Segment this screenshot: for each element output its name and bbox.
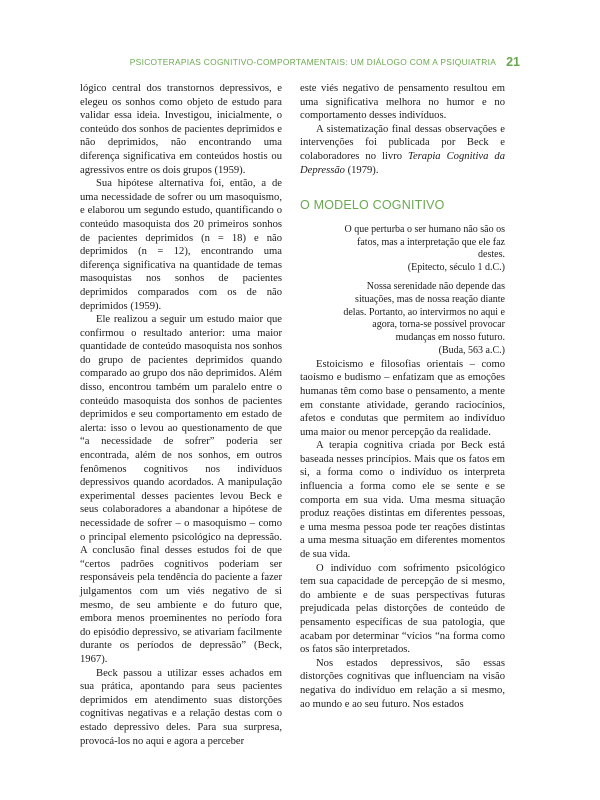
paragraph: Sua hipótese alternativa foi, então, a de uma necessidade de sofrer ou um masoquismo, e elaborou um segundo estudo, quantificando o conteúdo masoquista dos 20 primeiros sonhos de pacientes deprimidos (n = 18) e não deprimidos (n = 12), encontrando uma diferença significativa na quantidade de temas masoquistas nos sonhos de pacientes deprimidos comparados com os de não deprimidos (1959).	[80, 178, 282, 312]
page-number: 21	[506, 55, 520, 69]
paragraph: O indivíduo com sofrimento psicológico tem sua capacidade de percepção de si mesmo, do ambiente e de suas perspectivas futuras prejudicada pelas distorções de conteúdo de pensamento específicas de sua patologia, que acabam por determinar “vícios “na forma como os fatos são interpretados.	[300, 562, 505, 656]
epigraph-source: (Buda, 563 a.C.)	[438, 344, 505, 356]
epigraph-quote: O que perturba o ser humano não são os fatos, mas a interpretação que ele faz destes.	[344, 223, 505, 261]
paragraph: lógico central dos transtornos depressivos, e elegeu os sonhos como objeto de estudo para validar essa ideia. Investigou, inicialmente, o conteúdo dos sonhos de pacientes deprimidos e não deprimidos, não encontrando uma diferença significativa em conteúdos hostis ou agressivos entre os dois grupos (1959).	[80, 83, 282, 176]
running-title: PSICOTERAPIAS COGNITIVO-COMPORTAMENTAIS: UM DIÁLOGO COM A PSIQUIATRIA	[129, 57, 497, 67]
paragraph: Beck passou a utilizar esses achados em sua prática, apontando para seus pacientes deprimidos em atendimento suas distorções cognitivas negativas e a relação destas com o estado depressivo deles. Para sua surpresa, provocá-los no aqui e agora a perceber	[80, 667, 282, 747]
paragraph-text: (1979).	[344, 164, 379, 176]
paragraph-text: A sistematização final dessas observações e intervenções foi publicada por Beck e colaboradores no livro	[300, 123, 505, 162]
section-heading: O MODELO COGNITIVO	[300, 198, 445, 213]
left-column	[80, 82, 282, 748]
paragraph	[300, 123, 505, 177]
running-header	[100, 54, 520, 70]
paragraph: Estoicismo e filosofias orientais – como taoísmo e budismo – enfatizam que as emoções humanas têm como base o pensamento, a mente em constante atividade, gerando raciocínios, afetos e condutas que permitem ao indivíduo uma maior ou menor percepção da realidade.	[300, 358, 505, 438]
book-title: Terapia Cognitiva da Depressão	[300, 150, 505, 176]
epigraph-source: (Epitecto, século 1 d.C.)	[407, 262, 505, 274]
paragraph: A terapia cognitiva criada por Beck está baseada nesses princípios. Mais que os fatos em si, a forma como o indivíduo os interpreta influencia a forma como ele se sente e se comporta em sua vida. Uma mesma situação produz reações distintas em diferentes pessoas, e uma mesma pessoa pode ter reações distintas a uma mesma situação em diferentes momentos de sua vida.	[300, 440, 505, 561]
epigraph	[342, 224, 505, 358]
paragraph: Nos estados depressivos, são essas distorções cognitivas que influenciam na visão negativa do indivíduo em relação a si mesmo, ao mundo e ao seu futuro. Nos estados	[300, 657, 505, 710]
paragraph: Ele realizou a seguir um estudo maior que confirmou o resultado anterior: uma maior quantidade de conteúdo masoquista nos sonhos do grupo de pacientes deprimidos quando comparado ao grupo dos não deprimidos. Além disso, encontrou também um paralelo entre o conteúdo masoquista dos sonhos de pacientes deprimidos e seu comportamento em estado de alerta: isso o levou ao questionamento de que “a necessidade de sofrer” poderia ser encontrada, além de nos sonhos, em outros fenômenos cognitivos nos indivíduos depressivos quando acordados. A manipulação experimental desses pacientes levou Beck e seus colaboradores a abandonar a hipótese de necessidade de sofrer – o masoquismo – como o principal elemento psicológico na depressão. A conclusão final desses estudos foi de que “certos padrões cognitivos poderiam ser responsáveis pela tendência do paciente a fazer julgamentos com um viés negativo de si mesmo, de seu ambiente e do futuro que, embora menos proeminentes no período fora do episódio depressivo, se ativariam facilmente durante os períodos de depressão” (Beck, 1967).	[80, 314, 282, 665]
right-column	[300, 82, 505, 711]
epigraph-quote: Nossa serenidade não depende das situações, mas de nossa reação diante delas. Portanto, ao intervirmos no aqui e agora, torna-se possível provocar mudanças em nosso futuro.	[343, 280, 505, 344]
paragraph: este viés negativo de pensamento resultou em uma significativa melhora no humor e no comportamento desses indivíduos.	[300, 83, 505, 122]
